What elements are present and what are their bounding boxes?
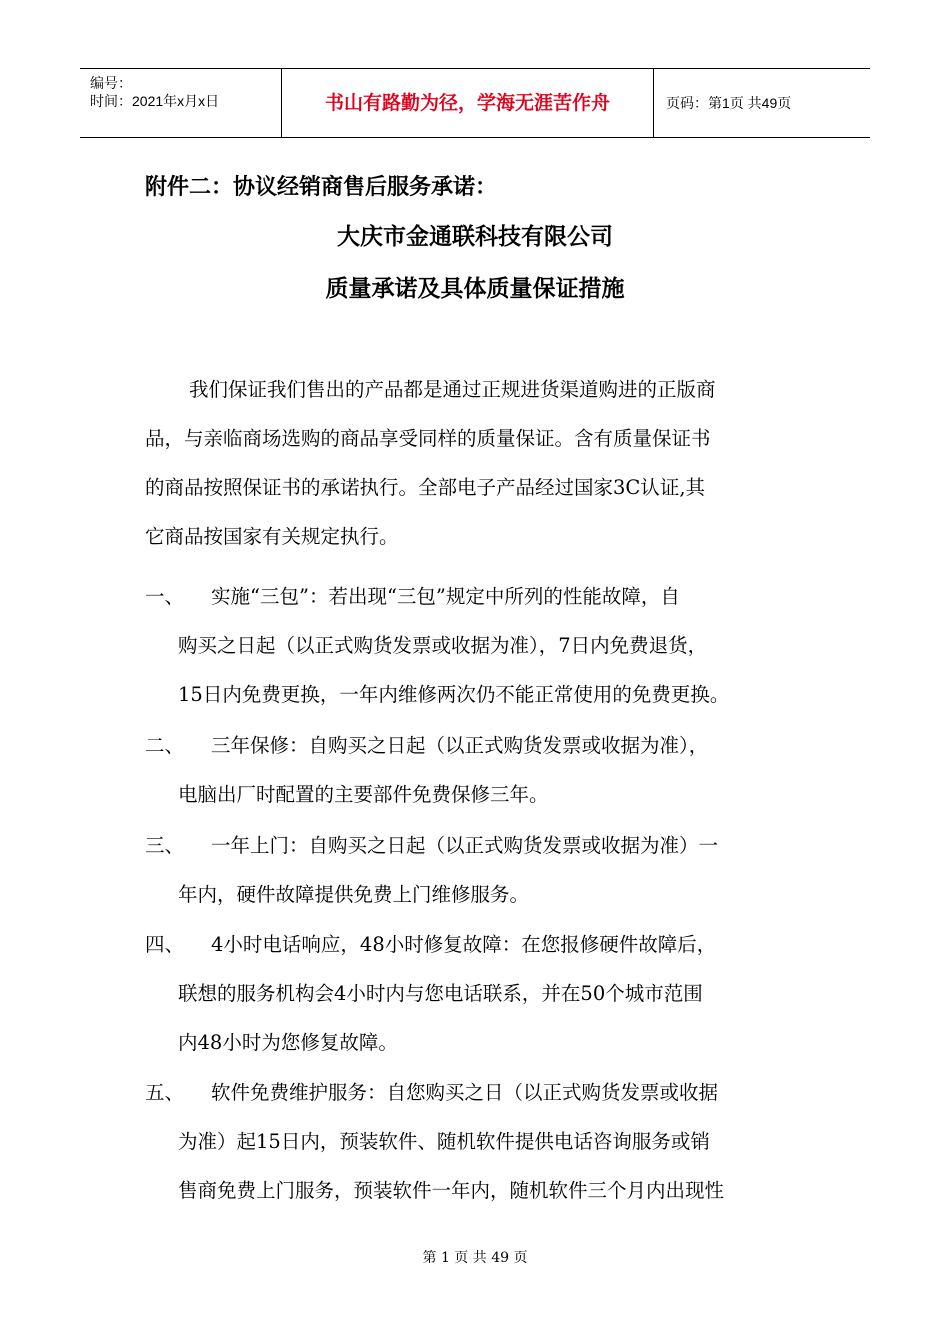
item-line: 售商免费上门服务，预装软件一年内，随机软件三个月内出现性 <box>178 1179 725 1202</box>
attachment-heading: 附件二：协议经销商售后服务承诺： <box>145 175 498 200</box>
item-number: 三、 <box>145 834 185 857</box>
item-number: 五、 <box>145 1081 185 1104</box>
item-line: 内48小时为您修复故障。 <box>178 1031 398 1054</box>
header-table <box>80 68 870 138</box>
item-line: 一年上门：自购买之日起（以正式购货发票或收据为准）一 <box>211 834 719 857</box>
document-title: 质量承诺及具体质量保证措施 <box>325 276 625 302</box>
item-line: 电脑出厂时配置的主要部件免费保修三年。 <box>178 783 549 806</box>
time-label: 时间：2021年x月x日 <box>90 93 220 109</box>
company-title: 大庆市金通联科技有限公司 <box>337 224 613 250</box>
item-number: 一、 <box>145 585 185 608</box>
header-motto: 书山有路勤为径，学海无涯苦作舟 <box>282 69 654 137</box>
item-line: 三年保修：自购买之日起（以正式购货发票或收据为准）， <box>211 734 709 757</box>
item-line: 购买之日起（以正式购货发票或收据为准），7日内免费退货， <box>178 634 708 657</box>
item-line: 15日内免费更换，一年内维修两次仍不能正常使用的免费更换。 <box>178 683 730 706</box>
item-number: 二、 <box>145 734 185 757</box>
item-line: 软件免费维护服务：自您购买之日（以正式购货发票或收据 <box>211 1081 719 1104</box>
item-line: 年内，硬件故障提供免费上门维修服务。 <box>178 883 530 906</box>
intro-line: 品，与亲临商场选购的商品享受同样的质量保证。含有质量保证书 <box>145 427 711 450</box>
header-meta-cell <box>80 69 282 137</box>
item-line: 为准）起15日内，预装软件、随机软件提供电话咨询服务或销 <box>178 1130 710 1153</box>
intro-line: 我们保证我们售出的产品都是通过正规进货渠道购进的正版商 <box>189 378 716 401</box>
intro-line: 的商品按照保证书的承诺执行。全部电子产品经过国家3C认证,其 <box>145 476 706 499</box>
number-label: 编号： <box>90 75 132 91</box>
item-line: 实施“三包”：若出现“三包”规定中所列的性能故障，自 <box>211 585 680 608</box>
intro-line: 它商品按国家有关规定执行。 <box>145 525 399 548</box>
item-line: 联想的服务机构会4小时内与您电话联系，并在50个城市范围 <box>178 982 703 1005</box>
header-page-info: 页码：第1页 共49页 <box>666 95 792 111</box>
page-footer: 第 1 页 共 49 页 <box>422 1250 528 1266</box>
item-line: 4小时电话响应，48小时修复故障：在您报修硬件故障后， <box>211 933 717 956</box>
item-number: 四、 <box>145 933 185 956</box>
